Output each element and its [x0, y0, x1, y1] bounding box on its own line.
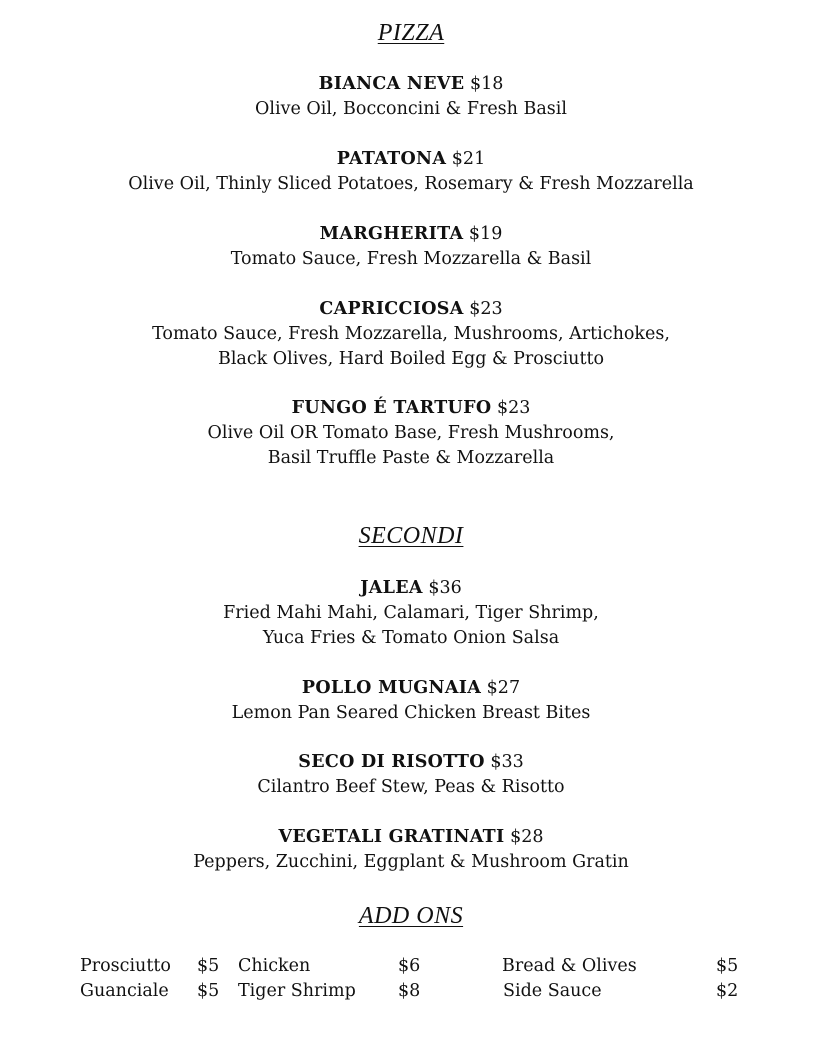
item-description: Olive Oil OR Tomato Base, Fresh Mushrooms,	[207, 423, 615, 443]
menu-item-patatona	[0, 147, 822, 197]
item-name: CAPRICCIOSA	[319, 299, 464, 319]
menu-item-seco-di-risotto	[0, 750, 822, 800]
item-name: BIANCA NEVE	[318, 74, 465, 94]
addon-item	[80, 979, 220, 1004]
addon-price: $6	[398, 956, 421, 976]
item-name: SECO DI RISOTTO	[298, 752, 485, 772]
item-description: Peppers, Zucchini, Eggplant & Mushroom Gratin	[193, 852, 629, 872]
item-price: $28	[510, 827, 544, 847]
item-description: Tomato Sauce, Fresh Mozzarella, Mushrooms, Artichokes,	[152, 324, 670, 344]
addon-name: Guanciale	[80, 981, 169, 1001]
addon-name: Chicken	[238, 956, 311, 976]
section-title-secondi: SECONDI	[358, 523, 464, 549]
addon-item	[238, 979, 421, 1004]
addon-item	[80, 954, 220, 979]
item-description: Fried Mahi Mahi, Calamari, Tiger Shrimp,	[223, 603, 599, 623]
item-name: PATATONA	[336, 149, 447, 169]
section-title-pizza: PIZZA	[377, 20, 445, 46]
item-description: Lemon Pan Seared Chicken Breast Bites	[231, 703, 591, 723]
item-description: Olive Oil, Bocconcini & Fresh Basil	[255, 99, 567, 119]
add-ons-list	[0, 954, 836, 1006]
item-description: Tomato Sauce, Fresh Mozzarella & Basil	[230, 249, 592, 269]
item-price: $23	[469, 299, 503, 319]
section-title-add-ons: ADD ONS	[358, 903, 464, 929]
addon-name: Bread & Olives	[502, 956, 637, 976]
item-name: JALEA	[360, 578, 423, 598]
item-description: Cilantro Beef Stew, Peas & Risotto	[257, 777, 565, 797]
item-description: Basil Truffle Paste & Mozzarella	[267, 448, 555, 468]
item-price: $19	[468, 224, 503, 244]
item-price: $23	[496, 398, 531, 418]
menu-item-fungo-e-tartufo	[0, 396, 822, 471]
item-description: Yuca Fries & Tomato Onion Salsa	[262, 628, 560, 648]
addon-price: $5	[197, 956, 220, 976]
item-description: Black Olives, Hard Boiled Egg & Prosciutto	[217, 349, 605, 369]
item-price: $33	[490, 752, 524, 772]
menu-item-margherita	[0, 222, 822, 272]
item-description: Olive Oil, Thinly Sliced Potatoes, Rosemary & Fresh Mozzarella	[128, 174, 694, 194]
addon-item	[502, 954, 739, 979]
addon-name: Tiger Shrimp	[238, 981, 356, 1001]
addon-name: Prosciutto	[80, 956, 171, 976]
addon-price: $2	[716, 981, 739, 1001]
item-price: $18	[469, 74, 504, 94]
addon-item	[238, 954, 421, 979]
menu-item-vegetali-gratinati	[0, 825, 822, 875]
addon-name: Side Sauce	[503, 981, 602, 1001]
item-price: $21	[451, 149, 486, 169]
addon-price: $8	[398, 981, 421, 1001]
item-name: MARGHERITA	[319, 224, 464, 244]
addon-item	[503, 979, 739, 1004]
item-name: FUNGO É TARTUFO	[291, 398, 492, 418]
addon-price: $5	[716, 956, 739, 976]
addon-price: $5	[197, 981, 220, 1001]
menu-item-bianca-neve	[0, 72, 822, 122]
menu-item-capricciosa	[0, 297, 822, 372]
item-name: POLLO MUGNAIA	[301, 678, 482, 698]
item-price: $27	[486, 678, 521, 698]
item-name: VEGETALI GRATINATI	[278, 827, 505, 847]
menu-item-jalea	[0, 576, 822, 651]
menu-item-pollo-mugnaia	[0, 676, 822, 726]
item-price: $36	[428, 578, 462, 598]
